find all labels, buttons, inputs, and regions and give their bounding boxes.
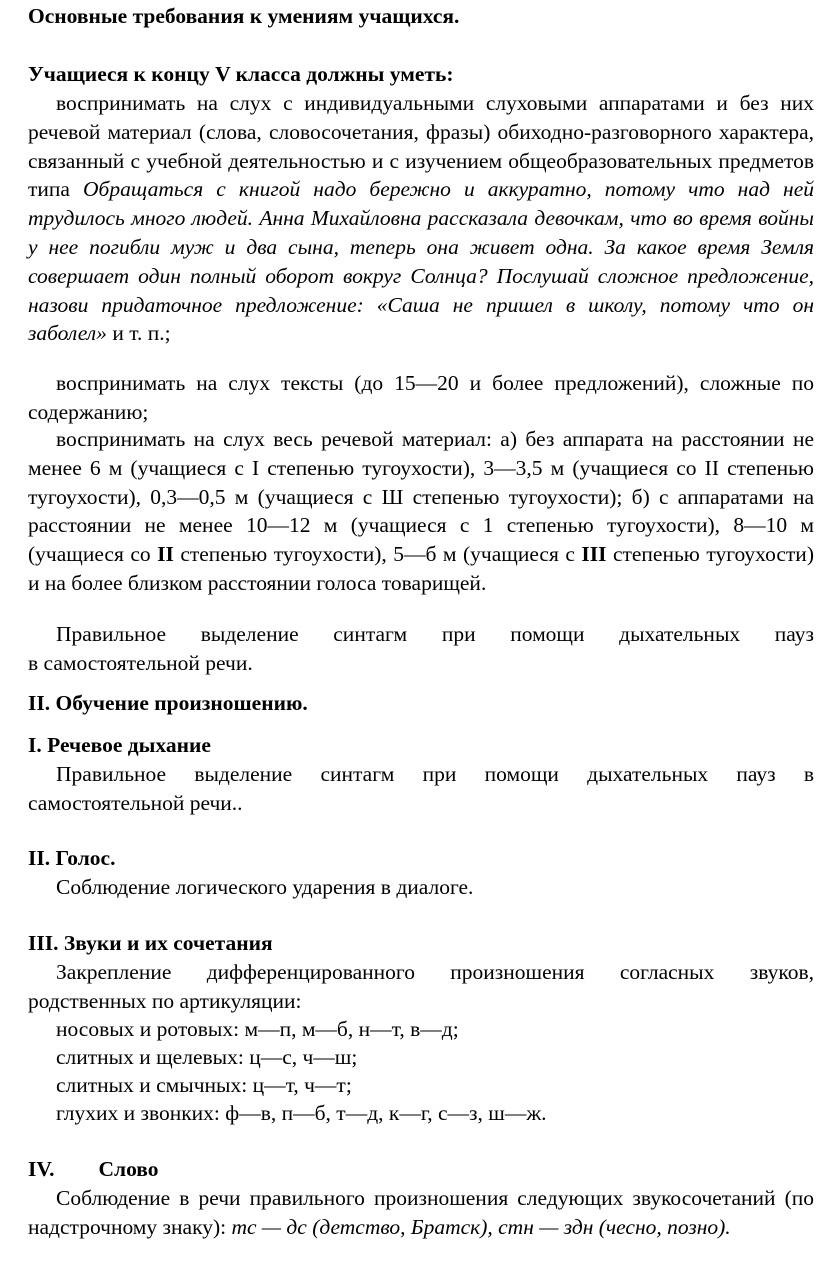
word-heading: IV. Слово bbox=[28, 1157, 159, 1181]
requirement-3-part1: воспринимать на слух весь речевой материал: а) без аппарата на расстоянии не менее 6 м (учащиеся с I степенью тугоухости), 3—3,5 м (учащиеся со II степенью тугоухости), 0,3—0,5 м (учащиеся с Ш степенью тугоухости); б) с аппаратами на расстоянии не менее 10—12 м (учащиеся с 1 степенью тугоухости), 8—10 м (учащиеся со bbox=[28, 427, 814, 567]
sounds-item: слитных и смычных: ц—т, ч—т; bbox=[56, 1073, 352, 1097]
requirement-3-part2: степенью тугоухости), 5—б м (учащиеся с bbox=[173, 542, 582, 567]
voice-heading: II. Голос. bbox=[28, 846, 116, 870]
sounds-item: носовых и ротовых: м—п, м—б, н—т, в—д; bbox=[56, 1017, 459, 1041]
requirement-2: воспринимать на слух тексты (до 15—20 и более предложений), сложные по содержанию; bbox=[28, 371, 814, 424]
requirement-3-part3: степенью тугоухости) и на более близком расстоянии голоса товарищей. bbox=[28, 542, 814, 595]
subtitle: Учащиеся к концу V класса должны уметь: bbox=[28, 62, 454, 86]
sounds-item: глухих и звонких: ф—в, п—б, т—д, к—г, с—з, ш—ж. bbox=[56, 1101, 547, 1125]
requirement-4 bbox=[28, 620, 814, 678]
requirement-4-line1: Правильное выделение синтагм при помощи дыхательных пауз bbox=[56, 622, 814, 646]
section-ii-title: II. Обучение произношению. bbox=[28, 691, 308, 715]
requirement-3-bold2: III bbox=[581, 542, 607, 567]
requirement-1-lead: воспринимать на слух с индивидуальными слуховыми аппаратами и без них речевой материал (слова, словосочетания, фразы) обиходно-разговорного характера, связанный с учебной деятельностью и с изучением общеобразовательных предметов типа bbox=[28, 91, 814, 202]
requirement-1-examples: Обращаться с книгой надо бережно и аккуратно, потому что над ней трудилось много людей. Анна Михайловна рассказала девочкам, что во время войны у нее погибли муж и два сына, теперь она живет одна. За какое время Земля совершает один полный оборот вокруг Солнца? Послушай сложное предложение, назови придаточное предложение: «Саша не пришел в школу, потому что он заболел» bbox=[28, 177, 814, 346]
breathing-heading: I. Речевое дыхание bbox=[28, 733, 211, 757]
sounds-heading: III. Звуки и их сочетания bbox=[28, 931, 273, 955]
word-text-examples: тс — дс (детство, Братск), стн — здн (чесно, позно). bbox=[231, 1214, 731, 1239]
requirement-3 bbox=[28, 425, 814, 598]
sounds-text: Закрепление дифференцированного произношения согласных звуков, родственных по артикуляции: bbox=[28, 960, 814, 1013]
requirement-1 bbox=[28, 89, 814, 348]
requirement-3-bold1: II bbox=[157, 542, 174, 567]
requirement-4-line2: в самостоятельной речи. bbox=[28, 650, 253, 675]
word-text bbox=[28, 1184, 814, 1242]
main-title: Основные требования к умениям учащихся. bbox=[28, 4, 460, 28]
sounds-item: слитных и щелевых: ц—с, ч—ш; bbox=[56, 1045, 358, 1069]
word-text-lead: Соблюдение в речи правильного произношения следующих звукосочетаний (по надстрочному знаку): bbox=[28, 1186, 814, 1239]
voice-text: Соблюдение логического ударения в диалоге. bbox=[56, 875, 474, 899]
breathing-text: Правильное выделение синтагм при помощи дыхательных пауз в самостоятельной речи.. bbox=[28, 762, 814, 815]
requirement-1-tail: и т. п.; bbox=[106, 321, 171, 346]
